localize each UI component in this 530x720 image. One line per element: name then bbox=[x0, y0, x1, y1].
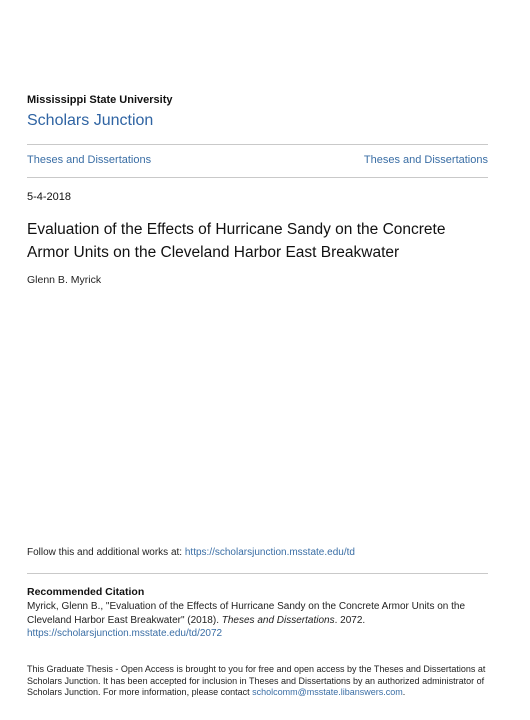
follow-line bbox=[27, 547, 355, 558]
repository-link[interactable]: Scholars Junction bbox=[27, 112, 154, 129]
divider-citation bbox=[27, 573, 488, 574]
follow-url-link[interactable]: https://scholarsjunction.msstate.edu/td bbox=[184, 547, 355, 558]
citation-series: Theses and Dissertations bbox=[221, 614, 335, 626]
citation-number: . 2072. bbox=[334, 614, 366, 626]
publication-date: 5-4-2018 bbox=[27, 191, 72, 203]
citation-url-link[interactable]: https://scholarsjunction.msstate.edu/td/2072 bbox=[27, 628, 223, 639]
citation-body: Myrick, Glenn B., "Evaluation of the Effects of Hurricane Sandy on the Concrete Armor Units on the Cleveland Harbor East Breakwater" (2018). bbox=[27, 601, 466, 626]
divider-nav bbox=[27, 177, 488, 178]
document-title: Evaluation of the Effects of Hurricane Sandy on the Concrete Armor Units on the Cleveland Harbor East Breakwater bbox=[27, 221, 446, 261]
divider-top bbox=[27, 144, 488, 145]
notice-text: This Graduate Thesis - Open Access is brought to you for free and open access by the Theses and Dissertations at Scholars Junction. It has been accepted for inclusion in Theses and Dissertations by an authorized administrator of Scholars Junction. For more information, please contact bbox=[27, 664, 486, 697]
contact-email-link[interactable]: scholcomm@msstate.libanswers.com bbox=[252, 687, 403, 697]
citation-heading: Recommended Citation bbox=[27, 586, 145, 598]
notice-suffix: . bbox=[402, 687, 406, 697]
author-name: Glenn B. Myrick bbox=[27, 274, 102, 286]
follow-text: Follow this and additional works at: bbox=[27, 547, 185, 558]
institution-name: Mississippi State University bbox=[27, 94, 173, 106]
citation-text bbox=[27, 600, 497, 641]
collection-link-right[interactable]: Theses and Dissertations bbox=[363, 154, 488, 166]
collection-link-left[interactable]: Theses and Dissertations bbox=[27, 154, 152, 166]
access-notice bbox=[27, 664, 503, 699]
